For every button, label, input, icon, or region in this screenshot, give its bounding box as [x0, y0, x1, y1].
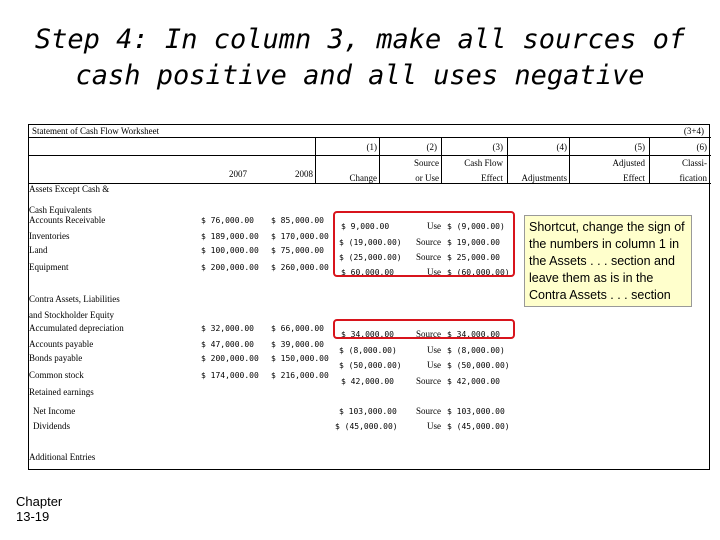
header-classi: Classi- [681, 158, 707, 168]
section-equity: and Stockholder Equity [29, 310, 114, 320]
col-num-3: (3) [492, 142, 503, 152]
section-retained-earnings: Retained earnings [29, 387, 94, 397]
slide-title [0, 22, 720, 94]
header-adjusted-effect: Effect [623, 173, 645, 183]
chapter-label-line-2: 13-19 [16, 509, 50, 524]
row-label: Inventories [29, 231, 70, 241]
cell-source-use: Use [427, 345, 441, 355]
section-additional-entries: Additional Entries [29, 452, 96, 462]
worksheet-heading: Statement of Cash Flow Worksheet [32, 126, 160, 136]
cell-2007: $ 200,000.00 [201, 354, 259, 363]
cell-change: $ 9,000.00 [341, 222, 390, 231]
cell-2008: $ 216,000.00 [271, 371, 329, 380]
cell-effect: $ 34,000.00 [447, 330, 500, 339]
cell-2007: $ 100,000.00 [201, 246, 259, 255]
chapter-label [16, 494, 62, 524]
cell-2008: $ 150,000.00 [271, 354, 329, 363]
header-cash-flow: Cash Flow [464, 158, 503, 168]
col-num-4: (4) [556, 142, 567, 152]
cell-effect: $ 19,000.00 [447, 238, 500, 247]
section-contra: Contra Assets, Liabilities [29, 294, 120, 304]
col-num-6: (6) [696, 142, 707, 152]
slide-title-line-1: Step 4: In column 3, make all sources of [34, 24, 686, 55]
row-label: Accounts payable [29, 339, 94, 349]
cell-effect: $ (8,000.00) [447, 346, 505, 355]
row-label: Land [29, 245, 48, 255]
row-label: Common stock [29, 370, 84, 380]
cell-effect: $ 25,000.00 [447, 253, 500, 262]
cell-change: $ 60,000.00 [341, 268, 394, 277]
cell-change: $ 103,000.00 [339, 407, 397, 416]
col-num-1: (1) [366, 142, 377, 152]
cell-2008: $ 170,000.00 [271, 232, 329, 241]
cell-2008: $ 39,000.00 [271, 340, 324, 349]
header-effect: Effect [481, 173, 503, 183]
cell-2008: $ 260,000.00 [271, 263, 329, 272]
highlight-contra-box [333, 319, 515, 339]
header-or-use: or Use [415, 173, 439, 183]
header-fication: fication [679, 173, 707, 183]
highlight-assets-box [333, 211, 515, 277]
cell-2008: $ 75,000.00 [271, 246, 324, 255]
cell-change: $ 42,000.00 [341, 377, 394, 386]
cell-change: $ (50,000.00) [339, 361, 402, 370]
header-source: Source [414, 158, 439, 168]
col-num-3plus4: (3+4) [683, 126, 704, 136]
cell-2007: $ 76,000.00 [201, 216, 254, 225]
row-label: Equipment [29, 262, 69, 272]
header-2008: 2008 [295, 169, 313, 179]
section-assets: Assets Except Cash & [29, 184, 110, 194]
cell-effect: $ (9,000.00) [447, 222, 505, 231]
shortcut-callout: Shortcut, change the sign of the numbers in column 1 in the Assets . . . section and leave them as is in the Contra Assets . . . section [524, 215, 692, 307]
row-label: Accounts Receivable [29, 215, 106, 225]
cell-2008: $ 85,000.00 [271, 216, 324, 225]
cell-change: $ (45,000.00) [335, 422, 398, 431]
row-label: Net Income [33, 406, 76, 416]
cell-2007: $ 47,000.00 [201, 340, 254, 349]
grid-line [441, 137, 442, 183]
cell-effect: $ (45,000.00) [447, 422, 510, 431]
cell-change: $ 34,000.00 [341, 330, 394, 339]
grid-line [315, 137, 316, 183]
col-num-2: (2) [426, 142, 437, 152]
header-adjusted: Adjusted [612, 158, 645, 168]
cell-source-use: Source [416, 252, 441, 262]
cell-source-use: Use [427, 221, 441, 231]
cell-2007: $ 200,000.00 [201, 263, 259, 272]
grid-line [29, 155, 711, 156]
cell-source-use: Source [416, 376, 441, 386]
header-2007: 2007 [229, 169, 247, 179]
col-num-5: (5) [634, 142, 645, 152]
grid-line [507, 137, 508, 183]
row-label: Dividends [33, 421, 70, 431]
cell-2007: $ 189,000.00 [201, 232, 259, 241]
grid-line [29, 137, 711, 138]
cell-source-use: Use [427, 360, 441, 370]
cell-change: $ (25,000.00) [339, 253, 402, 262]
cell-source-use: Source [416, 406, 441, 416]
grid-line [379, 137, 380, 183]
cell-change: $ (8,000.00) [339, 346, 397, 355]
grid-line [569, 137, 570, 183]
header-adjustments: Adjustments [521, 173, 567, 183]
cell-effect: $ (50,000.00) [447, 361, 510, 370]
row-label: Accumulated depreciation [29, 323, 124, 333]
cell-change: $ (19,000.00) [339, 238, 402, 247]
header-change: Change [349, 173, 377, 183]
cell-source-use: Use [427, 421, 441, 431]
section-cash-equivalents: Cash Equivalents [29, 205, 92, 215]
cell-effect: $ 103,000.00 [447, 407, 505, 416]
cell-effect: $ (60,000.00) [447, 268, 510, 277]
chapter-label-line-1: Chapter [16, 494, 63, 509]
grid-line [649, 137, 650, 183]
cell-source-use: Source [416, 237, 441, 247]
cell-2008: $ 66,000.00 [271, 324, 324, 333]
cell-source-use: Source [416, 329, 441, 339]
slide-title-line-2: cash positive and all uses negative [75, 60, 645, 91]
row-label: Bonds payable [29, 353, 83, 363]
cell-2007: $ 174,000.00 [201, 371, 259, 380]
cell-effect: $ 42,000.00 [447, 377, 500, 386]
cell-2007: $ 32,000.00 [201, 324, 254, 333]
cell-source-use: Use [427, 267, 441, 277]
